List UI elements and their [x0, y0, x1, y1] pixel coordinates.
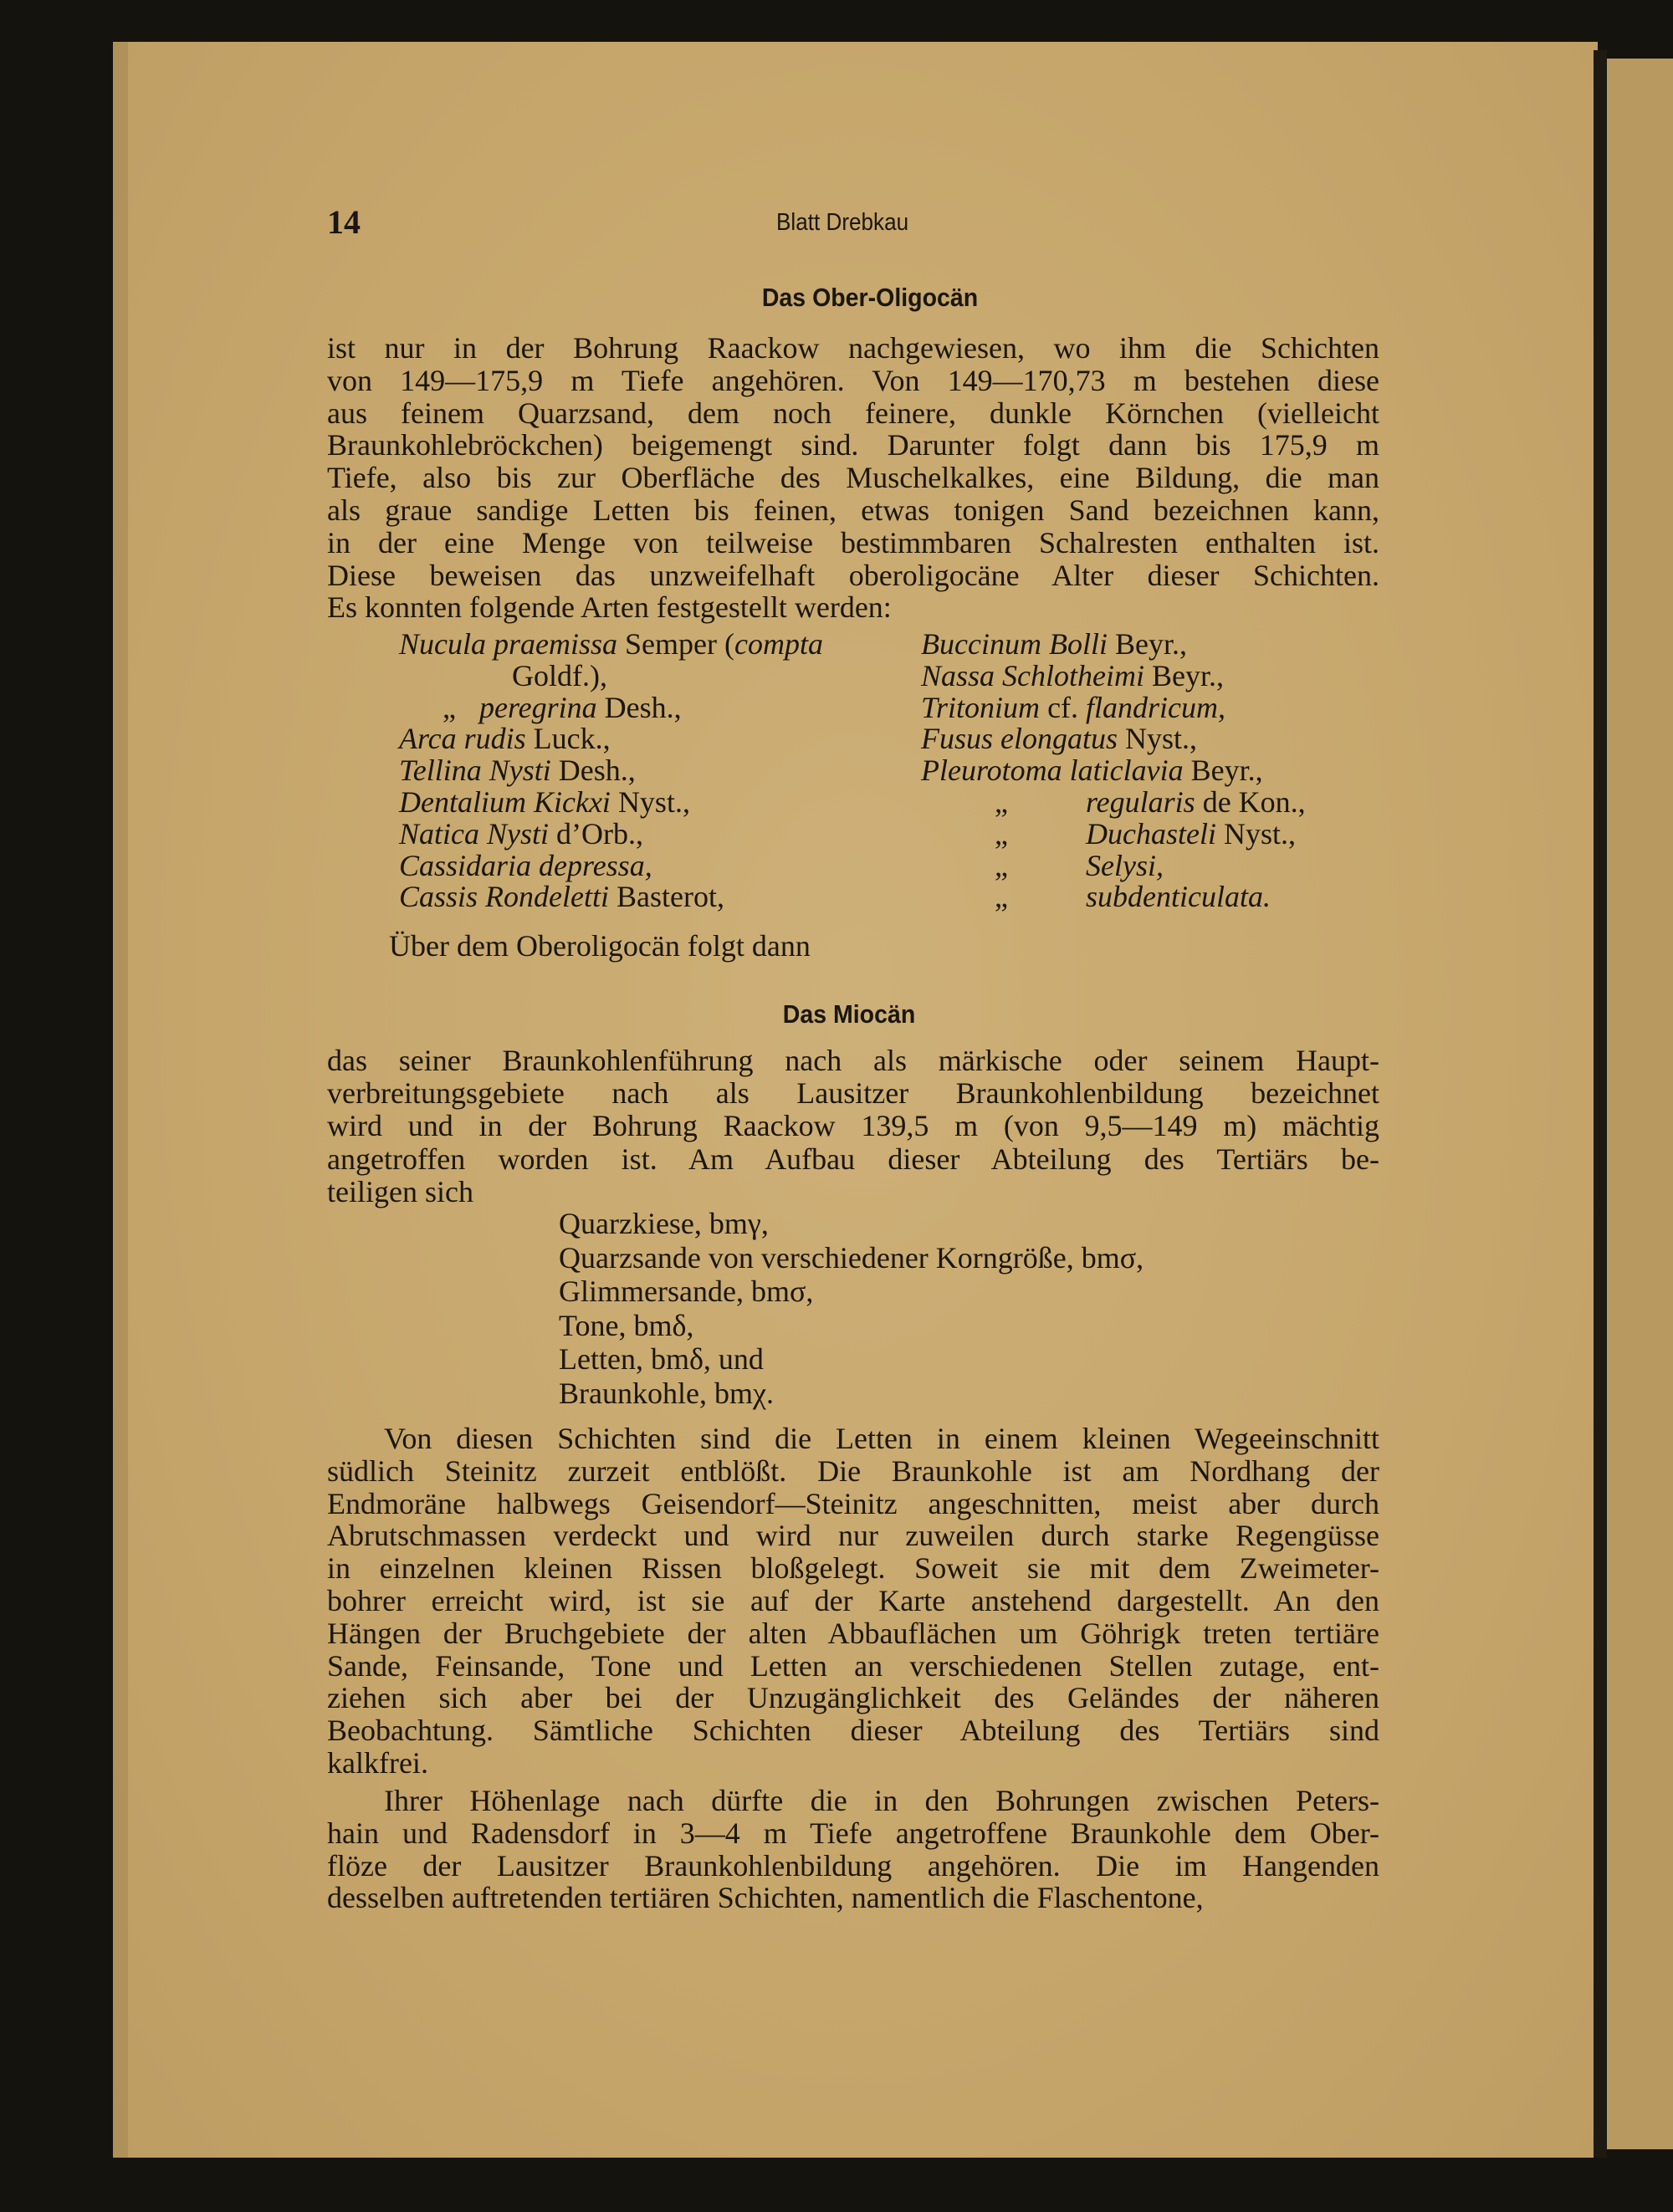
- species-author: Basterot,: [609, 880, 724, 914]
- species-name: Dentalium Kickxi: [399, 785, 611, 819]
- layer-list-item: Tone, bmδ,: [559, 1308, 694, 1342]
- species-name: subdenticulata.: [1086, 880, 1271, 914]
- species-author: Beyr.,: [1144, 658, 1224, 692]
- ditto-mark: „: [995, 880, 1008, 914]
- species-name: flandricum,: [1086, 690, 1226, 724]
- paragraph-outcrops-line: kalkfrei.: [327, 1746, 428, 1780]
- species-name: peregrina: [479, 690, 597, 724]
- paragraph-miocaen-line: das seiner Braunkohlenführung nach als märkische oder seinem Haupt-: [327, 1044, 1379, 1077]
- species-author: cf.: [1040, 690, 1087, 724]
- species-name: Nassa Schlotheimi: [921, 658, 1144, 692]
- species-name: Tellina Nysti: [399, 754, 551, 788]
- running-title: Blatt Drebkau: [776, 209, 909, 236]
- species-author: de Kon.,: [1195, 785, 1306, 819]
- ditto-mark: „: [443, 690, 456, 724]
- species-left-item: [443, 690, 682, 724]
- paragraph-oligocaen-line: von 149—175,9 m Tiefe angehören. Von 149—170,73 m bestehen diese: [327, 363, 1379, 397]
- species-name: Fusus elongatus: [921, 722, 1118, 756]
- species-name: Pleurotoma laticlavia: [921, 754, 1184, 788]
- species-author: Luck.,: [525, 722, 611, 756]
- species-name: regularis: [1086, 785, 1195, 819]
- species-author: Beyr.,: [1183, 754, 1263, 788]
- species-right-item: [995, 816, 1296, 851]
- species-right-item: [995, 785, 1306, 819]
- species-author: d’Orb.,: [549, 816, 643, 851]
- species-author: Beyr.,: [1107, 627, 1187, 661]
- paragraph-oligocaen-line: Es konnten folgende Arten festgestellt werden:: [327, 590, 892, 625]
- species-right-item: [995, 848, 1164, 882]
- layer-list-item: Quarzsande von verschiedener Korngröße, bmσ,: [559, 1240, 1144, 1275]
- species-right-item: [921, 692, 1225, 723]
- species-name: Nucula praemissa: [399, 627, 617, 661]
- paragraph-elevation-line: flöze der Lausitzer Braunkohlenbildung angehören. Die im Hangenden: [327, 1848, 1379, 1882]
- species-author: Nyst.,: [1215, 816, 1296, 851]
- species-left-item: [399, 754, 636, 786]
- layer-list-item: Quarzkiese, bmγ,: [559, 1207, 769, 1240]
- species-right-item: [921, 723, 1197, 754]
- paragraph-oligocaen-line: in der eine Menge von teilweise bestimmbaren Schalresten enthalten ist.: [327, 525, 1379, 559]
- ditto-mark: „: [995, 848, 1008, 882]
- paragraph-miocaen-line: wird und in der Bohrung Raackow 139,5 m (von 9,5—149 m) mächtig: [327, 1109, 1379, 1143]
- species-author: Desh.,: [596, 690, 682, 724]
- species-name: Tritonium: [921, 690, 1041, 724]
- paragraph-oligocaen-line: aus feinem Quarzsand, dem noch feinere, dunkle Körnchen (vielleicht: [327, 396, 1379, 430]
- paragraph-elevation-line: hain und Radensdorf in 3—4 m Tiefe angetroffene Braunkohle dem Ober-: [327, 1816, 1379, 1850]
- paragraph-outcrops-line: Von diesen Schichten sind die Letten in einem kleinen Wegeeinschnitt: [384, 1422, 1379, 1455]
- paragraph-outcrops-line: Endmoräne halbwegs Geisendorf—Steinitz angeschnitten, meist aber durch: [327, 1486, 1379, 1520]
- species-name: Natica Nysti: [399, 816, 549, 851]
- layer-list-item: Letten, bmδ, und: [559, 1342, 764, 1376]
- section-heading-ober-oligocaen: Das Ober-Oligocän: [761, 283, 979, 312]
- paragraph-outcrops-line: bohrer erreicht wird, ist sie auf der Karte anstehend dargestellt. An den: [327, 1584, 1379, 1617]
- paragraph-outcrops-line: Beobachtung. Sämtliche Schichten dieser Abteilung des Tertiärs sind: [327, 1714, 1379, 1748]
- species-name: Selysi,: [1086, 848, 1164, 882]
- species-name: compta: [734, 627, 823, 661]
- paragraph-outcrops-line: in einzelnen kleinen Rissen bloßgelegt. Soweit sie mit dem Zweimeter-: [327, 1551, 1379, 1586]
- paragraph-oligocaen-line: als graue sandige Letten bis feinen, etwas tonigen Sand bezeichnen kann,: [327, 493, 1379, 527]
- species-left-item: [399, 628, 823, 660]
- page-number: 14: [327, 203, 361, 241]
- paragraph-elevation-line: Ihrer Höhenlage nach dürfte die in den Bohrungen zwischen Peters-: [384, 1784, 1379, 1817]
- species-author: Nyst.,: [610, 785, 690, 819]
- species-left-item: [399, 723, 611, 754]
- layer-list-item: Glimmersande, bmσ,: [559, 1275, 814, 1308]
- paragraph-outcrops-line: Abrutschmassen verdeckt und wird nur zuweilen durch starke Regengüsse: [327, 1519, 1379, 1553]
- species-right-item: [921, 660, 1224, 692]
- adjacent-page-edge: [1607, 59, 1673, 2149]
- paragraph-miocaen-line: angetroffen worden ist. Am Aufbau dieser Abteilung des Tertiärs be-: [327, 1142, 1379, 1176]
- species-name: Duchasteli: [1086, 816, 1216, 851]
- page-left-edge: [113, 42, 128, 2158]
- species-name: Arca rudis: [399, 722, 526, 756]
- species-author: Goldf.),: [512, 658, 607, 692]
- paragraph-outcrops-line: Sande, Feinsande, Tone und Letten an verschiedenen Stellen zutage, ent-: [327, 1648, 1379, 1683]
- species-name: Buccinum Bolli: [921, 627, 1108, 661]
- paragraph-outcrops-line: südlich Steinitz zurzeit entblößt. Die Braunkohle ist am Nordhang der: [327, 1453, 1379, 1488]
- paragraph-miocaen-line: verbreitungsgebiete nach als Lausitzer Braunkohlenbildung bezeichnet: [327, 1076, 1379, 1111]
- species-left-item: [399, 818, 643, 850]
- paragraph-oligocaen-line: Braunkohlebröckchen) beigemengt sind. Darunter folgt dann bis 175,9 m: [327, 428, 1379, 462]
- species-author: Nyst.,: [1118, 722, 1198, 756]
- species-left-item: [399, 850, 652, 881]
- paragraph-outcrops-line: Hängen der Bruchgebiete der alten Abbauflächen um Göhrigk treten tertiäre: [327, 1616, 1379, 1650]
- species-right-item: [995, 880, 1271, 914]
- ditto-mark: „: [995, 816, 1008, 851]
- species-right-item: [921, 754, 1263, 786]
- book-gutter: [1594, 50, 1607, 2158]
- species-left-item: [512, 660, 607, 692]
- closing-sentence: Über dem Oberoligocän folgt dann: [389, 929, 811, 963]
- species-name: Cassis Rondeletti: [399, 880, 609, 914]
- ditto-mark: „: [995, 785, 1008, 819]
- species-right-item: [921, 628, 1187, 660]
- paragraph-oligocaen-line: ist nur in der Bohrung Raackow nachgewiesen, wo ihm die Schichten: [327, 331, 1379, 365]
- species-left-item: [399, 881, 724, 912]
- species-author: Desh.,: [550, 754, 636, 788]
- paragraph-outcrops-line: ziehen sich aber bei der Unzugänglichkeit des Geländes der näheren: [327, 1681, 1379, 1715]
- species-left-item: [399, 786, 690, 818]
- layer-list-item: Braunkohle, bmχ.: [559, 1376, 774, 1410]
- species-name: Cassidaria depressa,: [399, 848, 652, 882]
- species-author: Semper (: [617, 627, 734, 661]
- paragraph-oligocaen-line: Diese beweisen das unzweifelhaft oberoligocäne Alter dieser Schichten.: [327, 558, 1379, 592]
- paragraph-elevation-line: desselben auftretenden tertiären Schichten, namentlich die Flaschentone,: [327, 1881, 1204, 1915]
- section-heading-miocaen: Das Miocän: [782, 999, 916, 1029]
- paragraph-oligocaen-line: Tiefe, also bis zur Oberfläche des Muschelkalkes, eine Bildung, die man: [327, 461, 1379, 495]
- paragraph-miocaen-line: teiligen sich: [327, 1174, 473, 1208]
